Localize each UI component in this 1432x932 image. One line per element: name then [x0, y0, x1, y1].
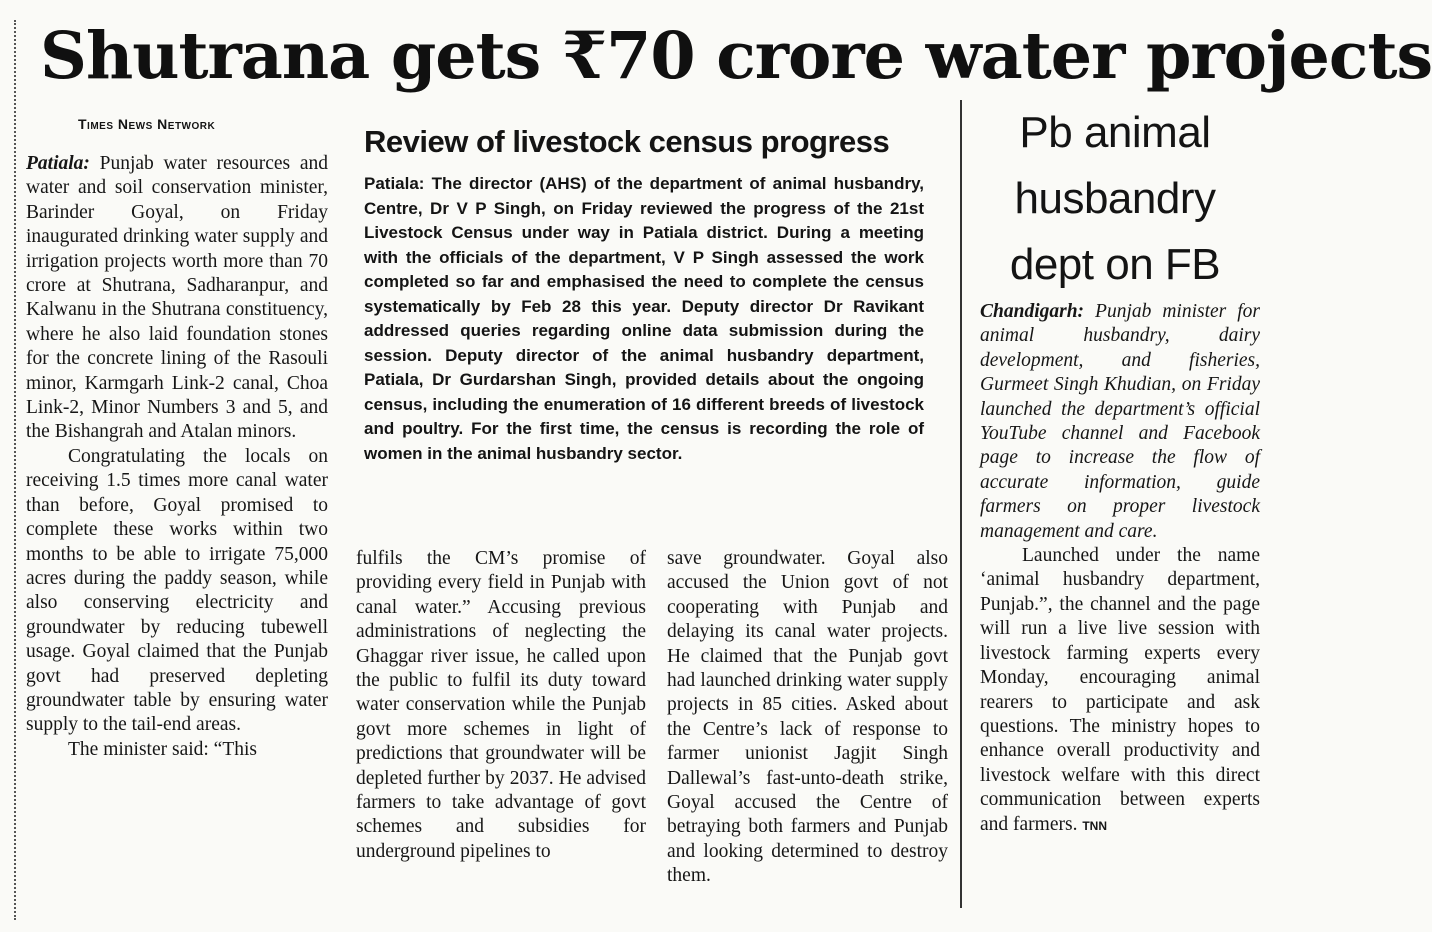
main-story-para-3: The minister said: “This: [68, 738, 258, 760]
side-headline-line-2: husbandry: [1014, 174, 1216, 223]
livestock-text: The director (AHS) of the department of animal husbandry, Centre, Dr V P Singh, on Friday reviewed the progress of the 21st Livestock Census under way in Patiala district. During a meeting with the officials of the department, V P Singh assessed the work completed so far and emphasised the need to complete the census systematically by Feb 28 this year. Deputy director Dr Ravikant addressed queries regarding online data submission during the session. Deputy director of the animal husbandry department, Patiala, Dr Gurdarshan Singh, provided details about the ongoing census, including the enumeration of 16 different breeds of livestock and poultry. For the first time, the census is recording the role of women in the animal husbandry sector.: [364, 174, 924, 463]
livestock-headline: Review of livestock census progress: [364, 124, 890, 159]
left-dotted-rule: [14, 20, 16, 920]
side-story-para-1: [980, 300, 1260, 544]
side-story-para-2: [980, 544, 1260, 838]
side-story-headline: [985, 100, 1245, 298]
side-dateline: Chandigarh:: [980, 301, 1085, 322]
main-story-column-2: [356, 547, 646, 864]
tnn-credit: TNN: [1082, 818, 1107, 833]
main-story-column-1: [26, 152, 328, 762]
main-headline: Shutrana gets ₹70 crore water projects: [40, 18, 1432, 94]
column-2-text: fulfils the CM’s promise of providing every field in Punjab with canal water.” Accusing previous administrations of neglecting the Ghaggar river issue, he called upon the public to fulfil its duty toward water conservation while the Punjab govt more schemes in light of predictions that groundwater will be depleted further by 2037. He advised farmers to take advantage of govt schemes and subsidies for underground pipelines to: [356, 548, 646, 862]
livestock-dateline: Patiala:: [364, 174, 425, 193]
side-para-2-text: Launched under the name ‘animal husbandry department, Punjab.”, the channel and the page will run a live live session with livestock farming experts every Monday, encouraging animal rearers to participate and ask questions. The ministry hopes to enhance overall productivity and livestock welfare with this direct communication between experts and farmers.: [980, 545, 1260, 835]
side-para-1-text: Punjab minister for animal husbandry, dairy development, and fisheries, Gurmeet Singh Khudian, on Friday launched the department’s official YouTube channel and Facebook page to increase the flow of accurate information, guide farmers on proper livestock management and care.: [980, 301, 1260, 542]
main-story-intro: [26, 152, 328, 445]
side-story-body: [980, 300, 1260, 838]
side-headline-line-3: dept on FB: [1009, 240, 1221, 289]
intro-text: Punjab water resources and water and soil conservation minister, Barinder Goyal, on Friday inaugurated drinking water supply and irrigation projects worth more than 70 crore at Shutrana, Sadharanpur, and Kalwanu in the Shutrana constituency, where he also laid foundation stones for the concrete lining of the Rasouli minor, Karmgarh Link-2 canal, Choa Link-2, Minor Numbers 3 and 5, and the Bishangrah and Atalan minors.: [26, 153, 328, 443]
side-headline-line-1: Pb animal: [1019, 108, 1211, 157]
livestock-story-body: [364, 172, 924, 466]
sidebar-divider: [960, 100, 962, 908]
main-story-para-2: Congratulating the locals on receiving 1.5 times more canal water than before, Goyal promised to complete these works within two months to be able to irrigate 75,000 acres during the paddy season, while also conserving electricity and groundwater by reducing tubewell usage. Goyal claimed that the Punjab govt had preserved depleting groundwater table by ensuring water supply to the tail-end areas.: [26, 445, 328, 736]
column-3-text: save groundwater. Goyal also accused the Union govt of not cooperating with Punjab and delaying its canal water projects. He claimed that the Punjab govt had launched drinking water supply projects in 85 cities. Asked about the Centre’s lack of response to farmer unionist Jagjit Singh Dallewal’s fast-unto-death strike, Goyal accused the Centre of betraying both farmers and Punjab and looking determined to destroy them.: [667, 548, 948, 887]
main-story-column-3: [667, 547, 948, 889]
byline: Times News Network: [78, 116, 216, 132]
dateline: Patiala:: [26, 153, 90, 174]
